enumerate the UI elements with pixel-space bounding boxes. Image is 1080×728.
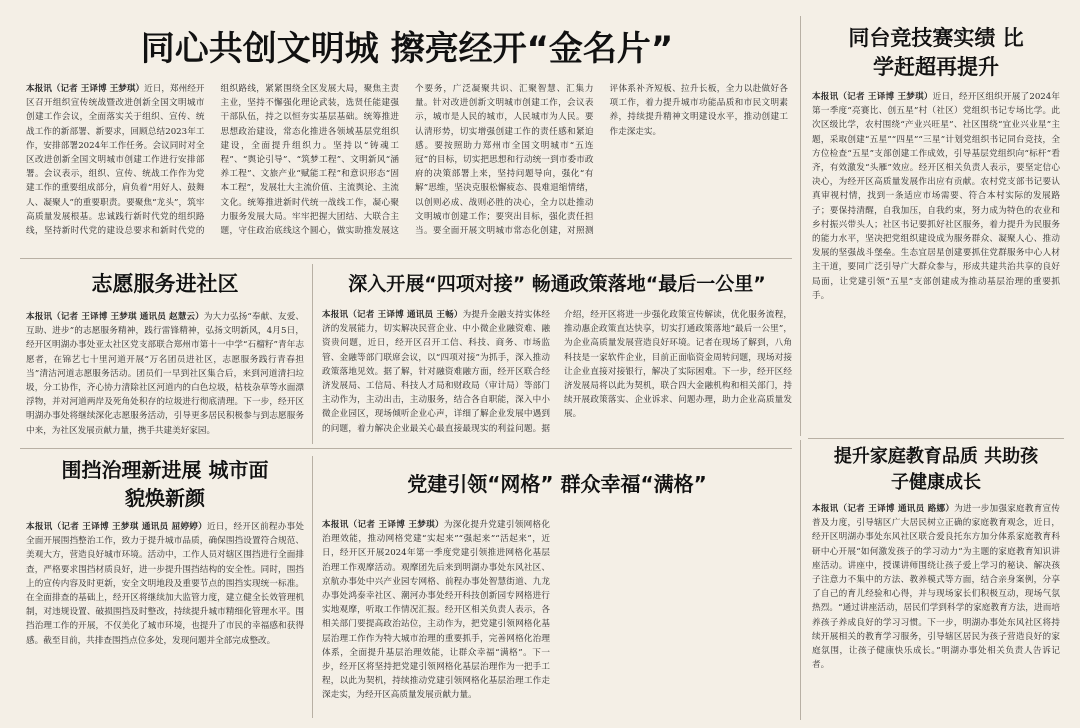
article-body-civilization bbox=[26, 82, 788, 252]
byline: 本报讯（记者 王译博 王梦琪 通讯员 屈婷婷） bbox=[26, 522, 207, 532]
article-body-grid bbox=[322, 518, 792, 718]
article-volunteer bbox=[26, 264, 304, 442]
article-text: 为深化提升党建引领网格化治理效能，推动网格党建“实起来”“强起来”“活起来”，近日，经开区开展2024年第一季度党建引领推进网格化基层治理工作观摩活动。观摩团先后来到明湖办事处东风社区、京航办事处中兴产业园专网格、前程办事处智慧街道、九龙办事处鸿泰幸社区、潮河办事处经开科技创新园专网格进行实地观摩，听取工作情况汇报。经开区相关负责人表示，各相关部门要提高政治站位，主动作为，把党建引领网格化基层治理工作作为特大城市治理的重要抓手，完善网格化治理体系，全面提升基层治理效能，让群众幸福“满格”。下一步，经开区将坚持把党建引领网格化基层治理作为一把手工程，以此为契机，持续推动党建引领网格化基层治理工作走深走实，为经开区高质量发展贡献力量。 bbox=[322, 520, 550, 701]
section-divider bbox=[20, 448, 792, 449]
headline-family-education: 提升家庭教育品质 共助孩子健康成长 bbox=[833, 446, 1039, 493]
headline-grid: 党建引领“网格” 群众幸福“满格” bbox=[407, 472, 707, 496]
article-body-four-docking bbox=[322, 308, 792, 442]
article-text: 近日，经开区组织开展了2024年第一季度“亮赛比、创五星”村（社区）党组织书记专场比学。此次区级比学，农村围绕“产业兴旺星”、社区围绕“宜业兴业星”主题，采取创建“五星”“四星”“三星”计划党组织书记同台竞技，全方位检查“五星”支部创建工作成效，引导基层党组织向“标杆”看齐，有效激发“头雁”效应。经开区相关负责人表示，要坚定信心决心，为经开区高质量发展作出应有贡献。农村党支部书记要认真审视村情，找到一条适应市场需要、符合本村实际的发展路子；要保持清醒，自我加压，自我约束，努力成为特色的农业和乡村振兴带头人；社区书记要抓好社区服务，着力提升为民服务的能力水平，坚决把党组织建设成为服务群众、凝聚人心、推动发展的坚强战斗堡垒。生态宜居星创建要抓住党群服务中心人材主干道，要同广泛引导广大群众参与，形成共建共治共享的良好局面，让党建引领“五星”支部创建成为推动基层治理的重要抓手。 bbox=[812, 92, 1061, 301]
byline: 本报讯（记者 王译博 通讯员 路娜） bbox=[812, 504, 955, 514]
section-divider bbox=[808, 438, 1064, 439]
article-text: 为提升金融支持实体经济的发展能力，切实解决民营企业、中小微企业融资难、融资贵问题，近日，经开区召开工信、科技、商务、市场监管、金融等部门联席会议，以“四项对接”为抓手，深入推动政策落地见效。据了解，针对融资难融方面，经开区联合经济发展局、工信局、科技人才局和财政局（审计局）等部门主动作为，主动出击，主动服务，结合各自职能，深入中小微企业园区，现场倾听企业心声，详细了解企业发展中遇到的问题，着力解决企业最关心最直接最现实的利益问题。据介绍，经开区将进一步强化政策宣传解读，优化服务流程，推动惠企政策直达快享，切实打通政策落地“最后一公里”，为企业高质量发展营造良好环境。记者在现场了解到，八角科技是一家软件企业，目前正面临资金周转问题，现场对接让企业直接对接银行，解决了实际困难。下一步，经开区经济发展局将以此为契机，联合四大金融机构和相关部门，持续开展政策落实、企业诉求、问题办理，助力企业高质量发展。 bbox=[322, 310, 792, 434]
section-divider bbox=[20, 258, 792, 259]
article-four-docking bbox=[322, 264, 792, 442]
headline-barrier: 围挡治理新进展 城市面貌焕新颜 bbox=[61, 458, 269, 510]
article-family-education bbox=[812, 444, 1060, 720]
column-divider bbox=[800, 16, 801, 436]
headline-four-docking: 深入开展“四项对接” 畅通政策落地“最后一公里” bbox=[348, 273, 766, 295]
headline-competition: 同台竞技赛实绩 比学赶超再提升 bbox=[848, 26, 1024, 79]
article-civilization bbox=[26, 20, 788, 252]
column-divider bbox=[312, 264, 313, 444]
byline: 本报讯（记者 王译博 王梦琪 通讯员 赵慧云） bbox=[26, 312, 204, 322]
byline: 本报讯（记者 王译博 王梦琪） bbox=[322, 520, 444, 530]
article-competition bbox=[812, 24, 1060, 434]
article-text: 近日，郑州经开区召开组织宣传统战暨改进创新全国文明城市创建工作会议，全面落实关于组织、宣传、统战工作的新部署、新要求，回顾总结2023年工作，安排部署2024年工作任务。会议同时对全区改进创新全国文明城市创建工作进行安排部署。会议表示，组织、宣传、统战工作作为党建工作的重要组成部分，肩负着“用好人、鼓舞人、凝聚人”的重要职责。要聚焦“龙头”，筑牢高质量发展根基。忠诚践行新时代党的组织路线，坚持新时代党的建设总要求和新时代党的组织路线，紧紧围绕全区发展大局，聚焦主责主业，坚持不懈强化理论武装，选贤任能建强干部队伍，持之以恒夯实基层基础。统筹推进思想政治建设，常态化推进各领域基层党组织建设，全面提升组织力。坚持以“铸魂工程”、“舆论引导”、“筑梦工程”、文明新风“涵养工程”、文旅产业“赋能工程”和意识形态“固本工程”，发展壮大主流价值、主流舆论、主流文化。统筹推进新时代统一战线工作，凝心聚力服务发展大局。牢牢把握大团结、大联合主题，守住政治底线这个圆心，做实助推发展这个要务，广泛凝聚共识、汇聚智慧、汇集力量。针对改进创新文明城市创建工作，会议表示，城市是人民的城市，人民城市为人民。要认清形势，切实增强创建工作的责任感和紧迫感。要按照助力郑州市全国文明城市“五连冠”的目标，切实把思想和行动统一到市委市政府的决策部署上来，坚持问题导向，强化“有解”思维，坚决克服松懈疲态、畏难退缩情绪，以创则必成、战则必胜的决心，全力以赴推动文明城市创建工作；要突出目标，强化责任担当。要全面开展文明城市常态化创建，对照测评体系补齐短板、拉升长板，全力以赴做好各项工作，着力提升城市功能品质和市民文明素养，持续提升精神文明建设水平，推动创建工作走深走实。 bbox=[26, 84, 788, 237]
article-text: 近日，经开区前程办事处全面开展围挡整治工作，致力于提升城市品质，确保围挡设置符合规范、美观大方，营造良好城市环境。活动中，工作人员对辖区围挡进行全面排查，严格要求围挡材质良好，进一步提升围挡结构的安全性。同时，围挡上的宣传内容及时更新，安全文明地段及重要节点的围挡实现统一标准。在全面排查的基础上，经开区将继续加大监管力度，建立健全长效管理机制，对违规设置、破损围挡及时整改，持续提升城市精细化管理水平。围挡治理工作的开展，不仅美化了城市环境，也提升了市民的幸福感和获得感。截至目前，共排查围挡点位多处，发现问题并全部完成整改。 bbox=[26, 522, 304, 646]
column-divider bbox=[800, 440, 801, 720]
byline: 本报讯（记者 王译博 王梦琪） bbox=[26, 84, 145, 94]
headline-civilization: 同心共创文明城 擦亮经开“金名片” bbox=[140, 29, 674, 69]
headline-volunteer: 志愿服务进社区 bbox=[91, 272, 239, 296]
byline: 本报讯（记者 王译博 王梦琪） bbox=[812, 92, 933, 102]
article-grid bbox=[322, 456, 792, 718]
article-text: 为进一步加强家庭教育宣传普及力度，引导辖区广大居民树立正确的家庭教育观念，近日，经开区明湖办事处东风社区联合爱良托东方加分体系家庭教育科研中心开展“如何激发孩子的学习动力”为主题的家庭教育知识讲座活动。讲座中，授课讲师围绕让孩子爱上学习的秘诀、解决孩子注意力不集中的方法、教养模式等方面，结合亲身案例，分享了自己的育儿经验和心得，并与现场家长们积极互动，现场气氛热烈。“通过讲座活动，居民们学到科学的家庭教育方法，进而培养孩子养成良好的学习习惯。下一步，明湖办事处东风社区将持续开展相关的教育学习服务，引导辖区居民为孩子营造良好的家庭氛围，让孩子健康快乐成长。”明湖办事处相关负责人告诉记者。 bbox=[812, 504, 1060, 671]
article-barrier bbox=[26, 456, 304, 716]
article-text: 为大力弘扬“奉献、友爱、互助、进步”的志愿服务精神，践行雷锋精神，弘扬文明新风，4月5日，经开区明湖办事处亚太社区党支部联合郑州市第十一中学“石榴籽”青年志愿者，在锦艺七十里河道开展“万名团员进社区，志愿服务践行青春担当”清洁河道志愿服务活动。团员们一早到社区集合后，来到河道清扫垃圾，分工协作，齐心协力清除社区河道内的白色垃圾，枯枝杂草等水面漂浮物，并对河道两岸及死角处积存的垃圾进行彻底清理。下一步，经开区明湖办事处将继续深化志愿服务活动，引导更多居民积极参与到志愿服务中来，为社区发展贡献力量，携手共建美好家园。 bbox=[26, 312, 305, 436]
column-divider bbox=[312, 456, 313, 718]
byline: 本报讯（记者 王译博 通讯员 王畅） bbox=[322, 310, 463, 320]
